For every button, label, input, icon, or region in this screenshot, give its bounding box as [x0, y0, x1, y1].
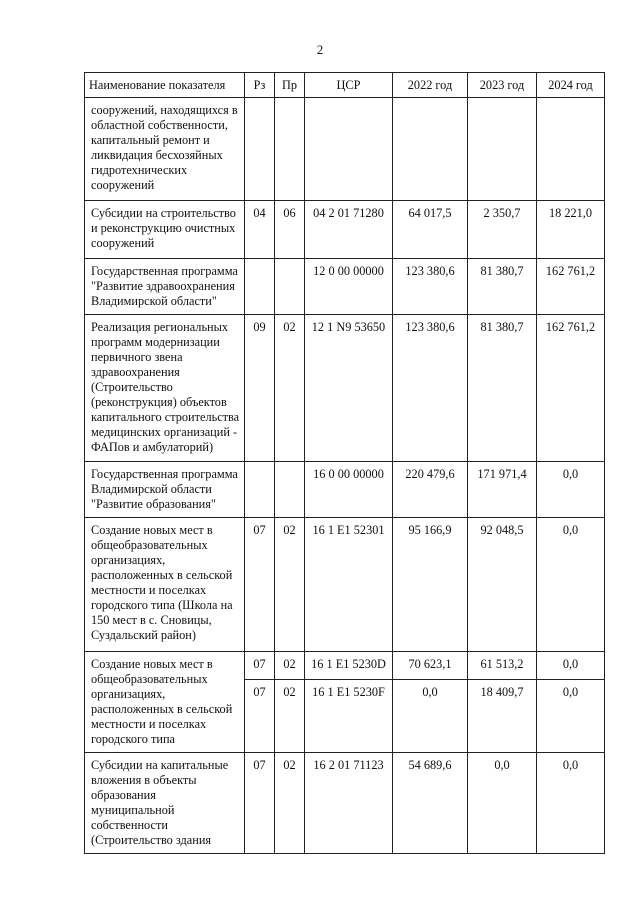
table-row: [85, 518, 605, 652]
row-2022: 70 623,1: [393, 652, 468, 680]
row-2024: [537, 98, 605, 201]
row-rz: 07: [245, 679, 275, 752]
header-name: Наименование показателя: [85, 73, 245, 98]
row-rz: 04: [245, 201, 275, 259]
row-rz: 07: [245, 518, 275, 652]
row-name: Создание новых мест в общеобразовательных организациях, расположенных в сельской местности и поселках городского типа (Школа на 150 мест в с. Сновицы, Суздальский район): [85, 518, 245, 652]
row-pr: [275, 259, 305, 315]
row-csr: 12 1 N9 53650: [305, 315, 393, 462]
row-csr: 12 0 00 00000: [305, 259, 393, 315]
row-name: Реализация региональных программ модернизации первичного звена здравоохранения (Строительство (реконструкция) объектов капитального строительства медицинских организаций - ФАПов и амбулаторий): [85, 315, 245, 462]
row-2022: 54 689,6: [393, 753, 468, 854]
row-2024: 162 761,2: [537, 259, 605, 315]
row-name: Создание новых мест в общеобразовательных организациях, расположенных в сельской местности и поселках городского типа: [85, 652, 245, 753]
table-row: [85, 753, 605, 854]
row-2022: 64 017,5: [393, 201, 468, 259]
row-2024: 162 761,2: [537, 315, 605, 462]
row-csr: 04 2 01 71280: [305, 201, 393, 259]
row-rz: [245, 98, 275, 201]
row-pr: 02: [275, 315, 305, 462]
row-2024: 0,0: [537, 753, 605, 854]
row-2022: [393, 98, 468, 201]
row-2024: 0,0: [537, 652, 605, 680]
header-pr: Пр: [275, 73, 305, 98]
row-2023: 18 409,7: [468, 679, 537, 752]
row-2022: 123 380,6: [393, 259, 468, 315]
row-rz: 07: [245, 753, 275, 854]
row-name: Субсидии на строительство и реконструкцию очистных сооружений: [85, 201, 245, 259]
table-row: [85, 315, 605, 462]
row-2023: 81 380,7: [468, 259, 537, 315]
row-csr: [305, 98, 393, 201]
row-2023: 81 380,7: [468, 315, 537, 462]
header-2022: 2022 год: [393, 73, 468, 98]
row-2022: 0,0: [393, 679, 468, 752]
row-pr: [275, 462, 305, 518]
row-name: Субсидии на капитальные вложения в объекты образования муниципальной собственности (Строительство здания: [85, 753, 245, 854]
row-pr: 06: [275, 201, 305, 259]
table-row: [85, 201, 605, 259]
row-2023: [468, 98, 537, 201]
row-2023: 0,0: [468, 753, 537, 854]
row-2024: 0,0: [537, 462, 605, 518]
row-2022: 95 166,9: [393, 518, 468, 652]
row-csr: 16 1 E1 5230F: [305, 679, 393, 752]
row-rz: [245, 462, 275, 518]
row-pr: [275, 98, 305, 201]
row-csr: 16 1 E1 52301: [305, 518, 393, 652]
row-rz: [245, 259, 275, 315]
row-2024: 18 221,0: [537, 201, 605, 259]
header-2024: 2024 год: [537, 73, 605, 98]
row-rz: 07: [245, 652, 275, 680]
table-row: [85, 652, 605, 680]
table-row: [85, 98, 605, 201]
header-rz: Рз: [245, 73, 275, 98]
table-header-row: [85, 73, 605, 98]
row-pr: 02: [275, 679, 305, 752]
row-2022: 123 380,6: [393, 315, 468, 462]
row-2022: 220 479,6: [393, 462, 468, 518]
row-csr: 16 2 01 71123: [305, 753, 393, 854]
row-name: Государственная программа Владимирской области "Развитие образования": [85, 462, 245, 518]
row-2023: 2 350,7: [468, 201, 537, 259]
row-rz: 09: [245, 315, 275, 462]
row-pr: 02: [275, 518, 305, 652]
row-2024: 0,0: [537, 679, 605, 752]
header-csr: ЦСР: [305, 73, 393, 98]
row-2024: 0,0: [537, 518, 605, 652]
page-number: 2: [316, 42, 324, 57]
budget-table: [84, 72, 605, 854]
table-row: [85, 462, 605, 518]
row-csr: 16 1 E1 5230D: [305, 652, 393, 680]
row-2023: 61 513,2: [468, 652, 537, 680]
row-pr: 02: [275, 652, 305, 680]
row-csr: 16 0 00 00000: [305, 462, 393, 518]
row-pr: 02: [275, 753, 305, 854]
header-2023: 2023 год: [468, 73, 537, 98]
row-2023: 171 971,4: [468, 462, 537, 518]
row-name: сооружений, находящихся в областной собственности, капитальный ремонт и ликвидация бесхозяйных гидротехнических сооружений: [85, 98, 245, 201]
row-2023: 92 048,5: [468, 518, 537, 652]
table-row: [85, 259, 605, 315]
row-name: Государственная программа "Развитие здравоохранения Владимирской области": [85, 259, 245, 315]
